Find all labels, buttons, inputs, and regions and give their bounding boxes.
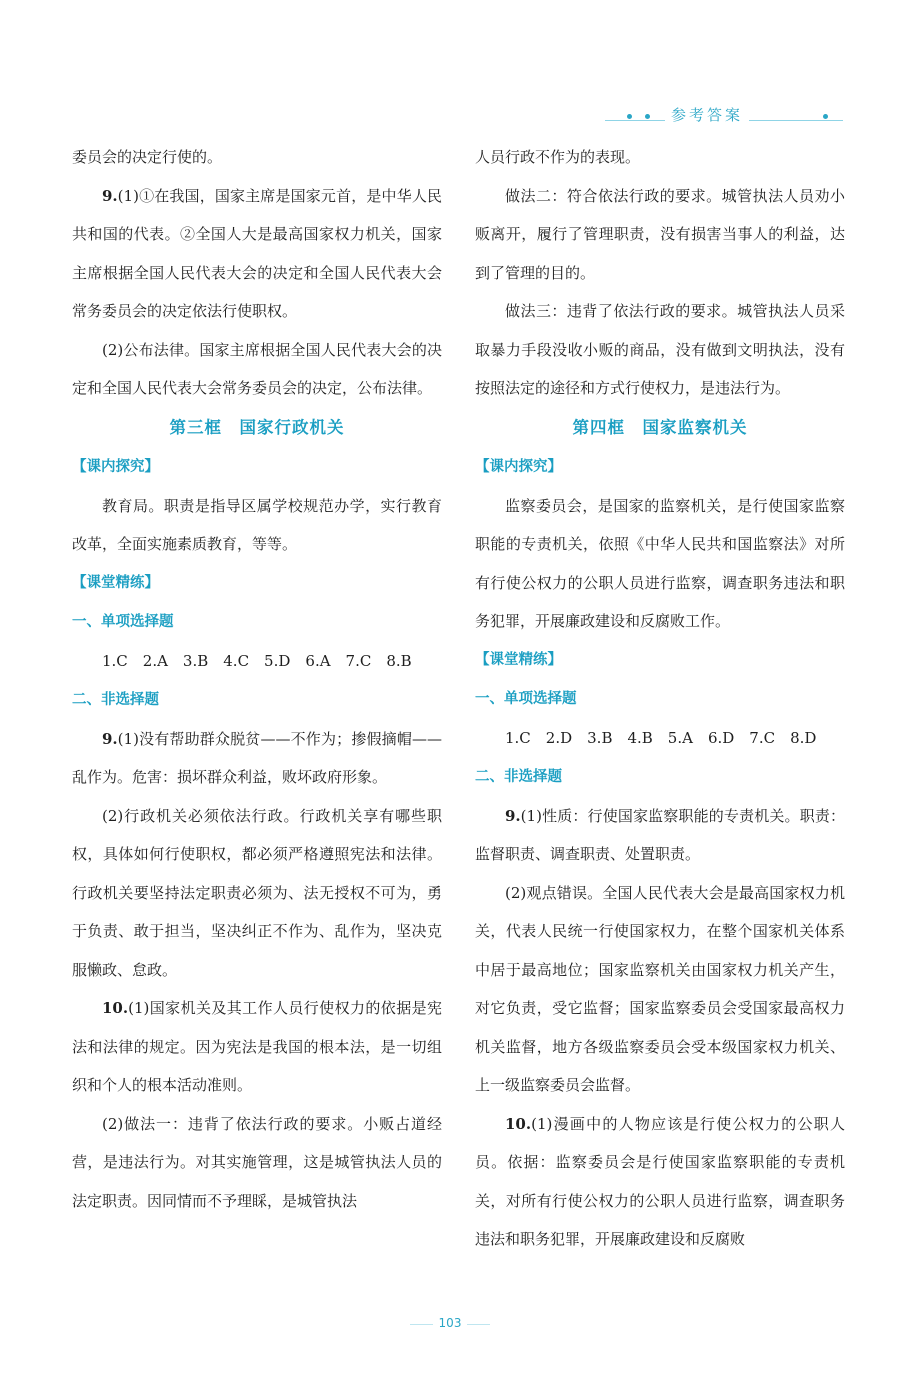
paragraph: 做法二：符合依法行政的要求。城管执法人员劝小贩离开，履行了管理职责，没有损害当事人的利益，达到了管理的目的。 [475, 186, 845, 282]
question-9: 9.(1)性质：行使国家监察职能的专责机关。职责：监督职责、调查职责、处置职责。 [475, 806, 845, 863]
paragraph: 委员会的决定行使的。 [72, 148, 223, 166]
dot-icon [823, 114, 828, 119]
answer-list: 1.C 2.A 3.B 4.C 5.D 6.A 7.C 8.B [102, 651, 412, 670]
subheading-single-choice: 一、单项选择题 [475, 690, 577, 707]
left-column [72, 138, 442, 1220]
paragraph: 监察委员会，是国家的监察机关，是行使国家监察职能的专责机关，依照《中华人民共和国监察法》对所有行使公权力的公职人员进行监察，调查职务违法和职务犯罪，开展廉政建设和反腐败工作。 [475, 496, 845, 630]
subheading-single-choice: 一、单项选择题 [72, 613, 174, 630]
section-title: 第三框 国家行政机关 [169, 417, 345, 437]
tag-practice: 【课堂精练】 [475, 651, 562, 668]
tag-explore: 【课内探究】 [475, 458, 562, 475]
paragraph: (2)公布法律。国家主席根据全国人民代表大会的决定和全国人民代表大会常务委员会的决定，公布法律。 [72, 340, 442, 397]
header-title: 参考答案 [665, 104, 749, 125]
dot-icon [627, 114, 632, 119]
question-10: 10.(1)漫画中的人物应该是行使公权力的公职人员。依据：监察委员会是行使国家监察职能的专责机关，对所有行使公权力的公职人员进行监察，调查职务违法和职务犯罪，开展廉政建设和反腐败 [475, 1114, 845, 1248]
paragraph: (2)观点错误。全国人民代表大会是最高国家权力机关，代表人民统一行使国家权力，在整个国家机关体系中居于最高地位；国家监察机关由国家权力机关产生，对它负责，受它监督；国家监察委员会受国家最高权力机关监督，地方各级监察委员会受本级国家权力机关、上一级监察委员会监督。 [475, 883, 845, 1094]
question-9: 9.(1)没有帮助群众脱贫——不作为；掺假摘帽——乱作为。危害：损坏群众利益，败坏政府形象。 [72, 729, 442, 786]
tag-practice: 【课堂精练】 [72, 574, 159, 591]
tag-explore: 【课内探究】 [72, 458, 159, 475]
right-column [475, 138, 845, 1259]
subheading-non-choice: 二、非选择题 [72, 691, 159, 708]
subheading-non-choice: 二、非选择题 [475, 768, 562, 785]
paragraph: (2)做法一：违背了依法行政的要求。小贩占道经营，是违法行为。对其实施管理，这是城管执法人员的法定职责。因同情而不予理睬，是城管执法 [72, 1114, 442, 1210]
answer-list: 1.C 2.D 3.B 4.B 5.A 6.D 7.C 8.D [505, 728, 817, 747]
paragraph: 教育局。职责是指导区属学校规范办学，实行教育改革，全面实施素质教育，等等。 [72, 496, 442, 553]
page-number: 103 [0, 1316, 900, 1330]
dot-icon [645, 114, 650, 119]
paragraph: (2)行政机关必须依法行政。行政机关享有哪些职权，具体如何行使职权，都必须严格遵照宪法和法律。行政机关要坚持法定职责必须为、法无授权不可为，勇于负责、敢于担当，坚决纠正不作为、乱作为，坚决克服懒政、怠政。 [72, 806, 442, 979]
header-badge [605, 104, 843, 128]
paragraph: 做法三：违背了依法行政的要求。城管执法人员采取暴力手段没收小贩的商品，没有做到文明执法，没有按照法定的途径和方式行使权力，是违法行为。 [475, 302, 845, 397]
question-10: 10.(1)国家机关及其工作人员行使权力的依据是宪法和法律的规定。因为宪法是我国的根本法，是一切组织和个人的根本活动准则。 [72, 999, 442, 1094]
question-9: 9.(1)①在我国，国家主席是国家元首，是中华人民共和国的代表。②全国人大是最高国家权力机关，国家主席根据全国人民代表大会的决定和全国人民代表大会常务委员会的决定依法行使职权。 [72, 186, 442, 320]
paragraph: 人员行政不作为的表现。 [475, 148, 641, 166]
section-title: 第四框 国家监察机关 [572, 417, 748, 437]
